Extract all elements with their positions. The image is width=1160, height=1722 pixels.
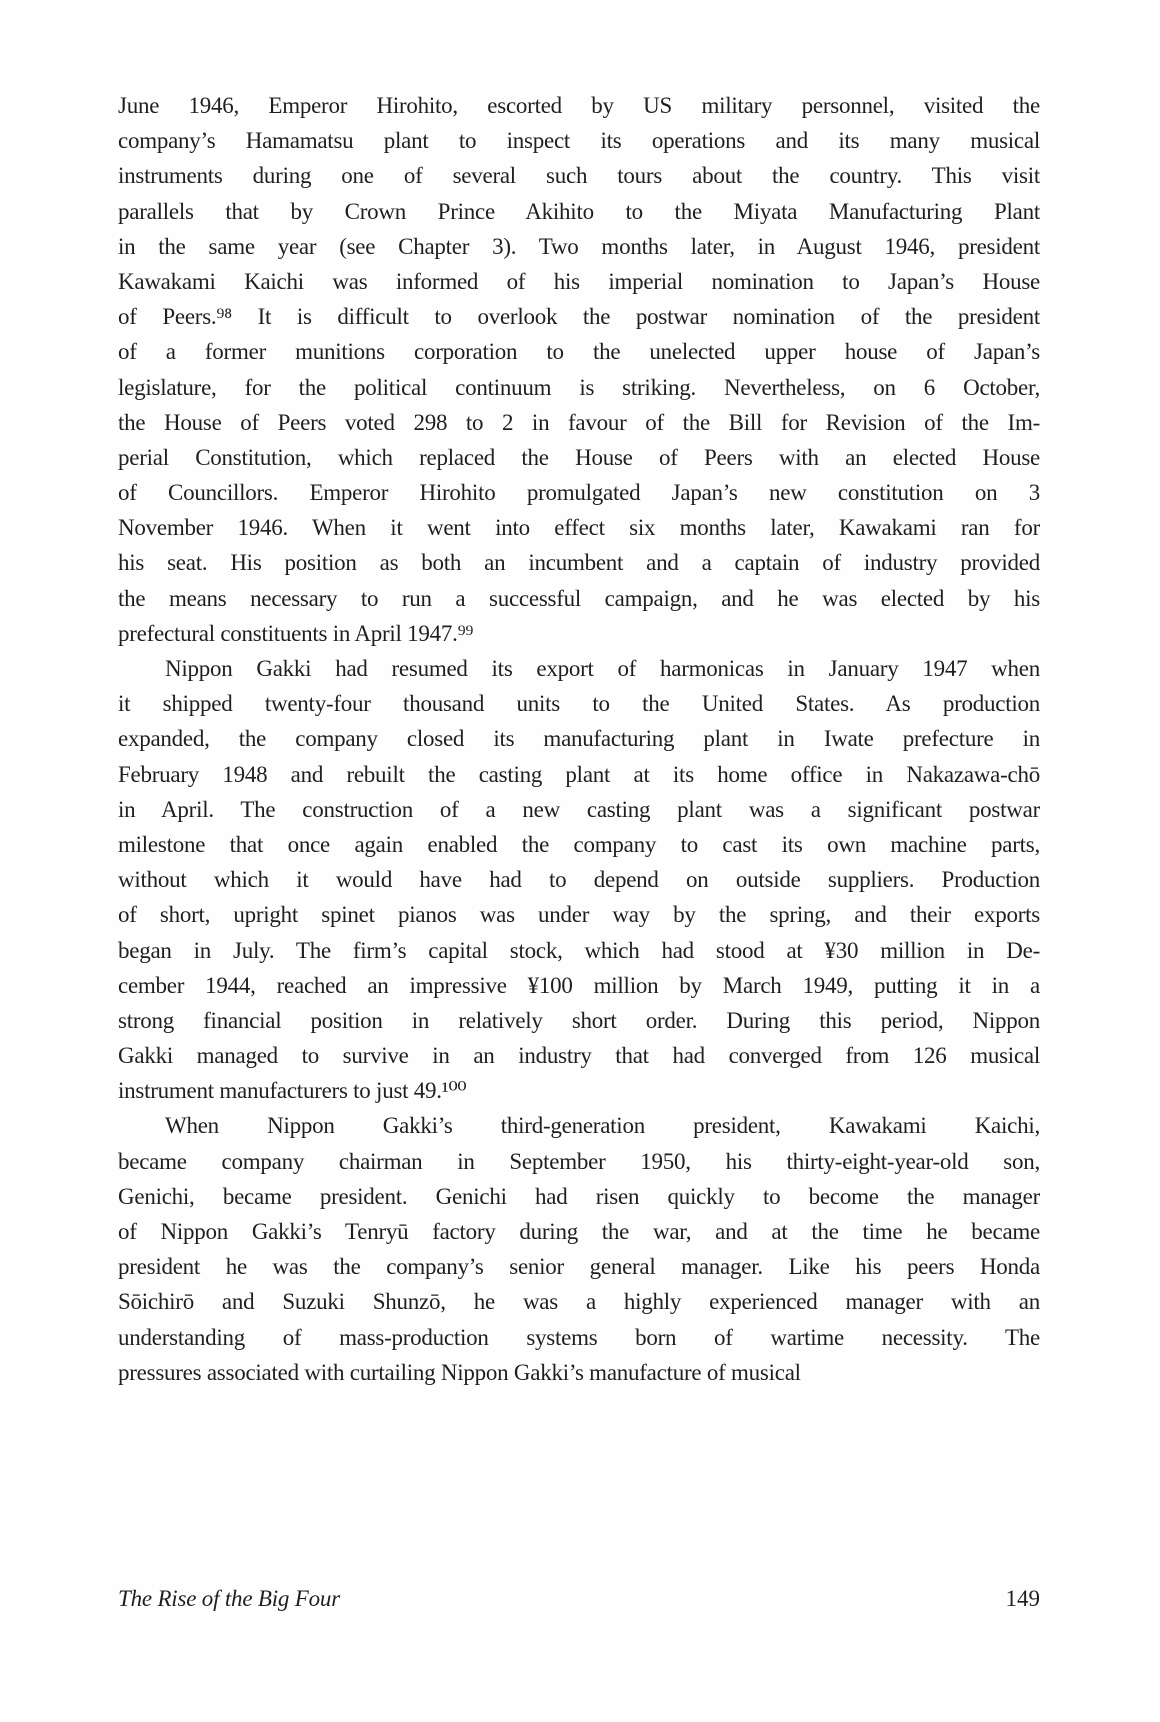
text-line: perial Constitution, which replaced the House of Peers with an elected House	[118, 444, 1040, 470]
text-line: of Councillors. Emperor Hirohito promulgated Japan’s new constitution on 3	[118, 480, 1040, 506]
paragraph	[118, 651, 1040, 1108]
text-line: Nippon Gakki had resumed its export of harmonicas in January 1947 when	[165, 656, 1040, 681]
text-line: Kawakami Kaichi was informed of his imperial nomination to Japan’s House	[118, 268, 1040, 294]
text-line: instrument manufacturers to just 49.¹⁰⁰	[118, 1078, 467, 1104]
text-line: February 1948 and rebuilt the casting plant at its home office in Nakazawa-chō	[118, 761, 1040, 787]
text-line: in the same year (see Chapter 3). Two months later, in August 1946, president	[118, 233, 1040, 259]
text-line: strong financial position in relatively short order. During this period, Nippon	[118, 1007, 1040, 1033]
text-line: prefectural constituents in April 1947.⁹⁹	[118, 620, 474, 646]
text-line: June 1946, Emperor Hirohito, escorted by US military personnel, visited the	[118, 93, 1040, 118]
text-line: Sōichirō and Suzuki Shunzō, he was a highly experienced manager with an	[118, 1289, 1040, 1315]
text-line: of Peers.⁹⁸ It is difficult to overlook the postwar nomination of the president	[118, 304, 1040, 330]
text-line: the means necessary to run a successful campaign, and he was elected by his	[118, 585, 1040, 611]
text-line: his seat. His position as both an incumbent and a captain of industry provided	[118, 550, 1040, 576]
text-line: Genichi, became president. Genichi had risen quickly to become the manager	[118, 1183, 1040, 1209]
text-line: without which it would have had to depend on outside suppliers. Production	[118, 867, 1040, 893]
text-line: in April. The construction of a new casting plant was a significant postwar	[118, 796, 1040, 822]
text-line: company’s Hamamatsu plant to inspect its operations and its many musical	[118, 128, 1040, 154]
text-line: parallels that by Crown Prince Akihito to the Miyata Manufacturing Plant	[118, 198, 1040, 224]
text-line: it shipped twenty-four thousand units to the United States. As production	[118, 691, 1040, 717]
page-footer	[118, 1586, 1040, 1612]
text-line: When Nippon Gakki’s third-generation president, Kawakami Kaichi,	[165, 1113, 1040, 1139]
text-line: began in July. The firm’s capital stock, which had stood at ¥30 million in De-	[118, 937, 1040, 963]
text-line: the House of Peers voted 298 to 2 in favour of the Bill for Revision of the Im-	[118, 409, 1040, 435]
text-line: legislature, for the political continuum is striking. Nevertheless, on 6 October,	[118, 374, 1040, 400]
text-line: of short, upright spinet pianos was under way by the spring, and their exports	[118, 902, 1040, 928]
text-line: understanding of mass-production systems born of wartime necessity. The	[118, 1324, 1040, 1350]
text-line: milestone that once again enabled the company to cast its own machine parts,	[118, 831, 1040, 857]
text-line: November 1946. When it went into effect six months later, Kawakami ran for	[118, 515, 1040, 541]
text-line: of a former munitions corporation to the unelected upper house of Japan’s	[118, 339, 1040, 365]
text-line: pressures associated with curtailing Nippon Gakki’s manufacture of musical	[118, 1359, 801, 1385]
paragraph	[118, 1108, 1040, 1390]
text-line: became company chairman in September 1950, his thirty-eight-year-old son,	[118, 1148, 1040, 1174]
text-line: of Nippon Gakki’s Tenryū factory during the war, and at the time he became	[118, 1219, 1040, 1244]
running-footer-title: The Rise of the Big Four	[118, 1586, 340, 1611]
text-line: expanded, the company closed its manufacturing plant in Iwate prefecture in	[118, 726, 1040, 752]
text-line: instruments during one of several such tours about the country. This visit	[118, 163, 1040, 189]
page-number: 149	[1005, 1586, 1040, 1611]
text-line: cember 1944, reached an impressive ¥100 million by March 1949, putting it in a	[118, 972, 1040, 998]
text-line: president he was the company’s senior general manager. Like his peers Honda	[118, 1254, 1040, 1280]
text-line: Gakki managed to survive in an industry that had converged from 126 musical	[118, 1043, 1040, 1069]
paragraph	[118, 88, 1040, 651]
body-text	[118, 88, 1040, 1390]
